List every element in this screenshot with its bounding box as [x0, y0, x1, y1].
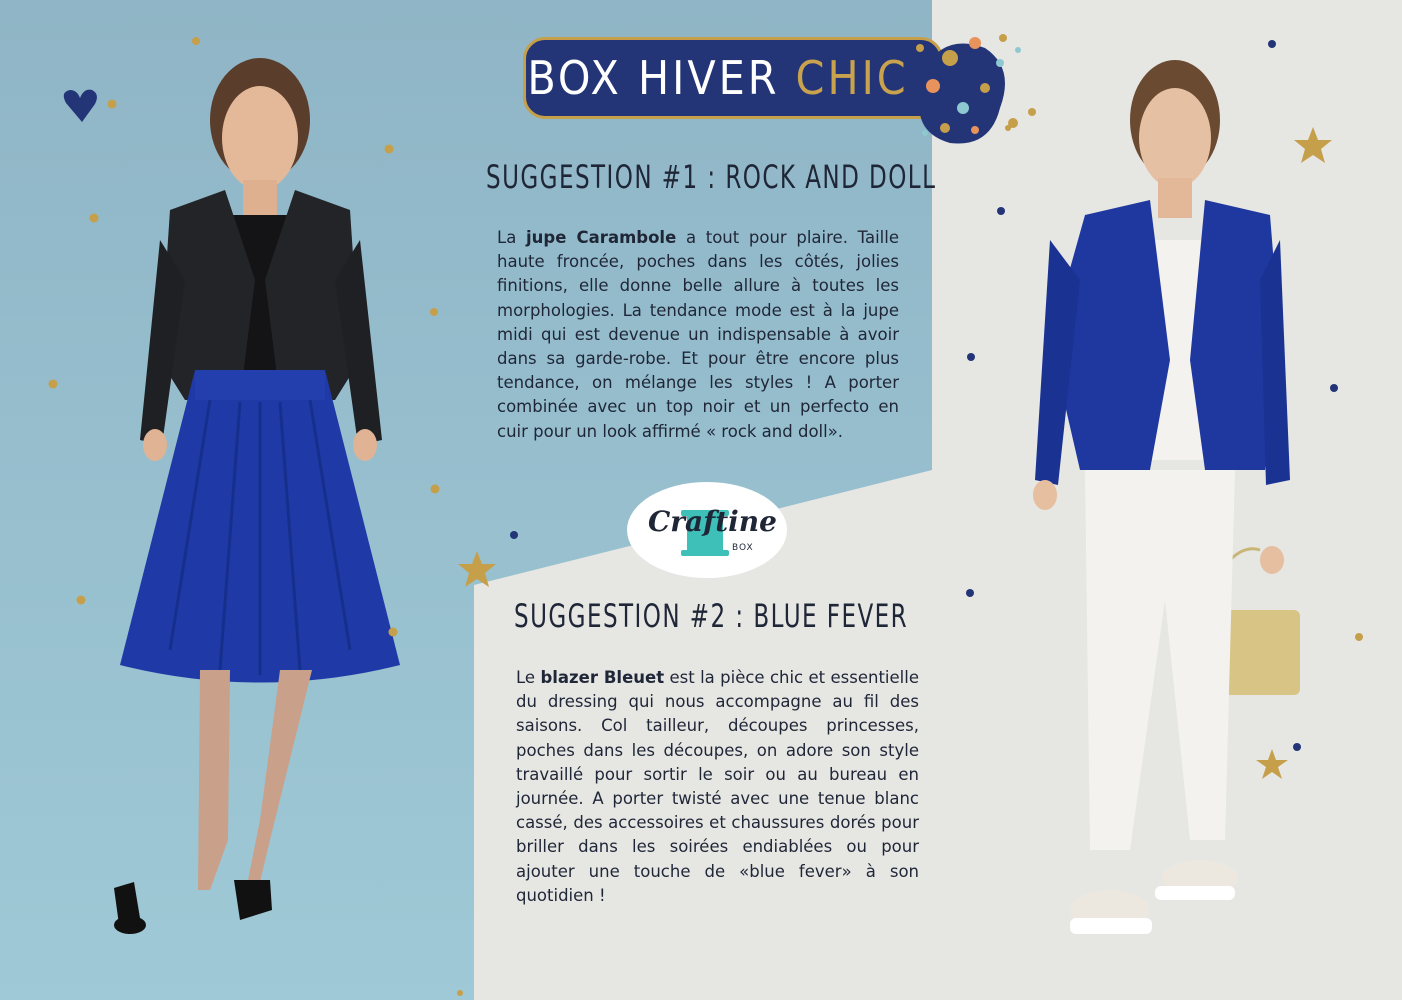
- suggestion-2-text-body: est la pièce chic et essentielle du dressing qui nous accompagne au fil des saisons. Col tailleur, découpes princesses, poches dans les découpes, on adore son style travaillé pour sortir le soir ou au bureau en journée. A porter twisté avec une tenue blanc cassé, des accessoires et chaussures dorés pour briller dans les soirées endiablées ou pour ajouter une touche de «blue fever» à son quotidien !: [516, 668, 919, 905]
- star-icon: [458, 551, 496, 587]
- suggestion-2-product: blazer Bleuet: [540, 668, 665, 687]
- suggestion-1-product: jupe Carambole: [525, 228, 677, 247]
- star-icon: [1256, 749, 1288, 779]
- suggestion-1-title: SUGGESTION #1 : ROCK AND DOLL: [486, 158, 937, 196]
- page-title: BOX HIVER: [527, 51, 780, 105]
- page-title-accent: CHIC: [795, 51, 909, 105]
- star-icon: [1294, 127, 1332, 163]
- suggestion-2-text-intro: Le: [516, 668, 541, 687]
- suggestion-1-text-intro: La: [497, 228, 526, 247]
- suggestion-2-title: SUGGESTION #2 : BLUE FEVER: [514, 597, 909, 635]
- heart-icon: [64, 90, 97, 122]
- suggestion-1-text-body: a tout pour plaire. Taille haute froncée, poches dans les côtés, jolies finitions, elle donne belle allure à toutes les morphologies. La tendance mode est à la jupe midi qui est devenue un indispensable à avoir dans sa garde-robe. Et pour être encore plus tendance, on mélange les styles ! A porter combinée avec un top noir et un perfecto en cuir pour un look affirmé « rock and doll».: [497, 228, 899, 441]
- logo-name: Craftine: [648, 505, 777, 538]
- logo-sub: BOX: [732, 543, 754, 553]
